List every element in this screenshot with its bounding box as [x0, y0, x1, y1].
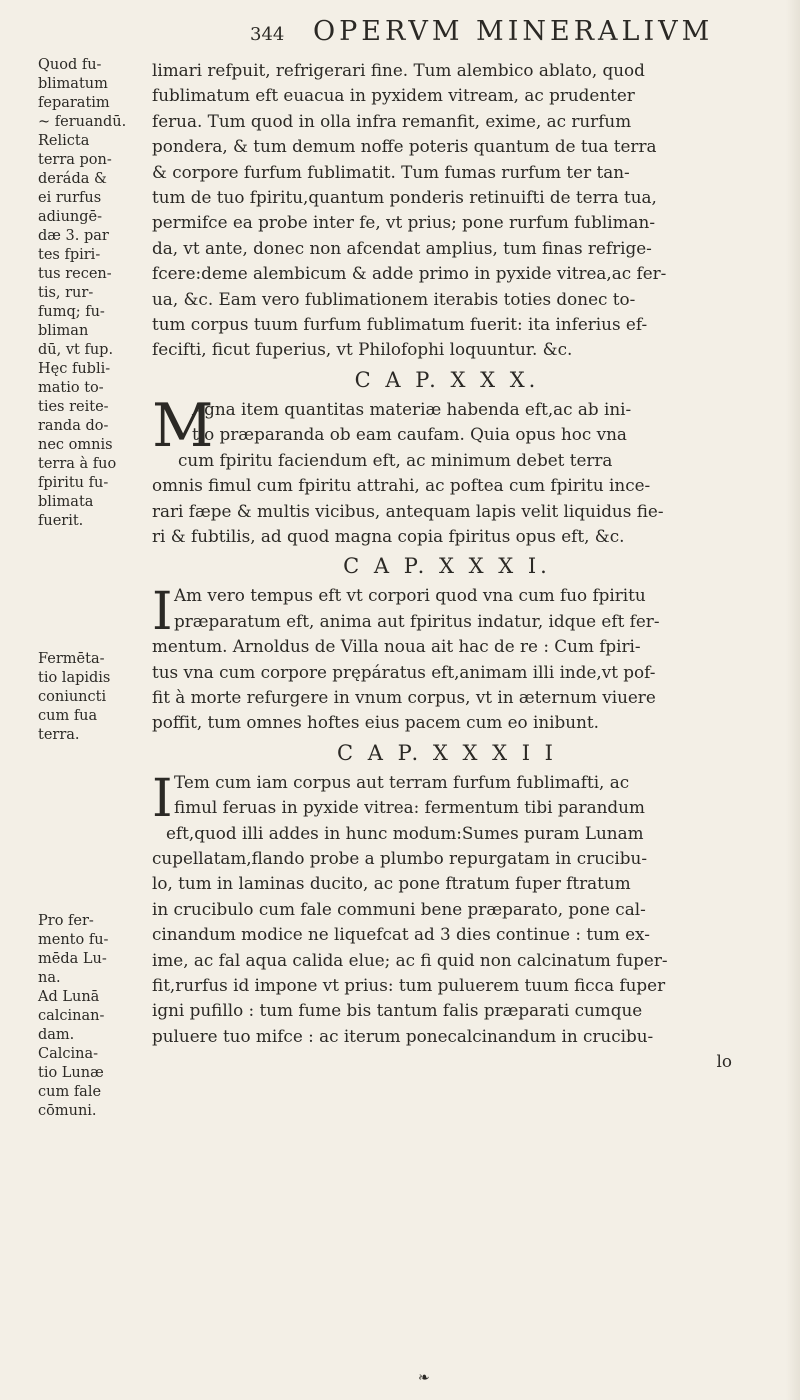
margin-note-line: Relicta	[38, 133, 90, 149]
text-line: fit à morte refurgere in vnum corpus, vt in æternum viuere	[152, 686, 656, 707]
margin-note-line: adiungē-	[38, 209, 103, 225]
margin-note-line: fpiritu fu-	[38, 475, 109, 491]
margin-note-line: tio Lunæ	[38, 1065, 104, 1081]
text-line: fublimatum eft euacua in pyxidem vitream, ac prudenter	[152, 85, 635, 106]
text-line: tum de tuo fpiritu,quantum ponderis retinuifti de terra tua,	[152, 187, 657, 208]
margin-note-line: tus recen-	[38, 266, 112, 282]
margin-note-line: Pro fer-	[38, 913, 94, 929]
text-line: ferua. Tum quod in olla infra remanfit, exime, ac rurfum	[152, 110, 632, 131]
margin-note-line: matio to-	[38, 380, 104, 396]
margin-note-line: fuerit.	[38, 513, 84, 529]
text-line: fecifti, ficut fuperius, vt Philofophi loquuntur. &c.	[152, 339, 573, 360]
margin-note-line: Quod fu-	[38, 57, 102, 73]
chapter-30-body	[152, 390, 742, 549]
margin-note-line: randa do-	[38, 418, 109, 434]
page-edge	[786, 0, 800, 1400]
margin-note-line: dæ 3. par	[38, 228, 109, 244]
text-line: ime, ac fal aqua calida elue; ac fi quid non calcinatum fuper-	[152, 949, 668, 970]
text-line: præparatum eft, anima aut fpiritus indatur, idque eft fer-	[174, 610, 660, 631]
margin-note-line: dam.	[38, 1027, 75, 1043]
running-header	[250, 16, 720, 47]
margin-note-line: cum fua	[38, 708, 98, 724]
margin-note-luna	[38, 912, 146, 1121]
margin-note-line: feparatim	[38, 95, 110, 111]
margin-note-line: terra à fuo	[38, 456, 117, 472]
margin-note-fermentation	[38, 650, 146, 745]
margin-note-line: nec omnis	[38, 437, 113, 453]
text-line: tio præparanda ob eam caufam. Quia opus hoc vna	[192, 424, 627, 445]
text-line: cum fpiritu faciendum eft, ac minimum debet terra	[178, 449, 613, 470]
margin-note-line: coniuncti	[38, 689, 107, 705]
margin-note-line: tis, rur-	[38, 285, 94, 301]
text-line: poffit, tum omnes hoftes eius pacem cum eo inibunt.	[152, 712, 599, 733]
text-line: tum corpus tuum furfum fublimatum fuerit: ita inferius ef-	[152, 314, 648, 335]
text-line: permifce ea probe inter fe, vt prius; pone rurfum fubliman-	[152, 212, 656, 233]
margin-note-line: Hęc fubli-	[38, 361, 111, 377]
text-line: eft,quod illi addes in hunc modum:Sumes puram Lunam	[166, 822, 644, 843]
margin-note-line: mēda Lu-	[38, 951, 107, 967]
chapter-31-body	[152, 583, 742, 735]
margin-note-line: ei rurfus	[38, 190, 102, 206]
text-line: rari fæpe & multis vicibus, antequam lapis velit liquidus fie-	[152, 500, 664, 521]
text-line: cinandum modice ne liquefcat ad 3 dies continue : tum ex-	[152, 924, 650, 945]
margin-note-line: tio lapidis	[38, 670, 111, 686]
margin-note-line: bliman	[38, 323, 89, 339]
margin-note-line: fumq; fu-	[38, 304, 105, 320]
chapter-heading: C A P. X X X I.	[343, 554, 551, 579]
text-line: Agna item quantitas materiæ habenda eft,ac ab ini-	[192, 398, 632, 419]
margin-note-line: blimata	[38, 494, 94, 510]
drop-cap: I	[152, 768, 173, 829]
margin-note-line: tes fpiri-	[38, 247, 101, 263]
drop-cap: I	[152, 582, 173, 643]
text-line: pondera, & tum demum noffe poteris quantum de tua terra	[152, 136, 657, 157]
text-line: omnis fimul cum fpiritu attrahi, ac poftea cum fpiritu ince-	[152, 475, 651, 496]
margin-note-line: ~ feruandū.	[38, 114, 127, 130]
text-line: Tem cum iam corpus aut terram furfum fublimafti, ac	[174, 771, 630, 792]
margin-note-sublimation	[38, 56, 146, 531]
margin-note-line: cōmuni.	[38, 1103, 97, 1119]
text-line: ua, &c. Eam vero fublimationem iterabis toties donec to-	[152, 288, 636, 309]
text-line: tus vna cum corpore prępáratus eft,animam illi inde,vt pof-	[152, 661, 656, 682]
margin-note-line: dū, vt fup.	[38, 342, 114, 358]
text-line: limari refpuit, refrigerari fine. Tum alembico ablato, quod	[152, 60, 645, 80]
margin-note-line: na.	[38, 970, 61, 986]
main-text	[152, 58, 742, 1075]
margin-note-line: Calcina-	[38, 1046, 99, 1062]
margin-note-line: mento fu-	[38, 932, 109, 948]
page-number: 344	[250, 24, 285, 45]
margin-note-line: ties reite-	[38, 399, 109, 415]
margin-note-line: Fermēta-	[38, 651, 105, 667]
margin-note-line: terra.	[38, 727, 80, 743]
text-line: igni pufillo : tum fume bis tantum falis præparati cumque	[152, 1000, 643, 1021]
margin-note-line: deráda &	[38, 171, 107, 187]
text-line: Am vero tempus eft vt corpori quod vna cum fuo fpiritu	[174, 585, 646, 606]
text-line: cupellatam,flando probe a plumbo repurgatam in crucibu-	[152, 847, 648, 868]
text-line: ri & fubtilis, ad quod magna copia fpiritus opus eft, &c.	[152, 525, 625, 546]
margin-note-line: terra pon-	[38, 152, 112, 168]
margin-note-line: Ad Lunā	[38, 989, 100, 1005]
running-title: OPERVM MINERALIVM	[312, 16, 714, 47]
margin-note-line: calcinan-	[38, 1008, 105, 1024]
chapter-heading: C A P. X X X I I	[337, 740, 557, 765]
catchword: lo	[716, 1051, 732, 1072]
text-line: lo, tum in laminas ducito, ac pone ftratum fuper ftratum	[152, 873, 631, 894]
fleuron-icon: ❧	[418, 1370, 430, 1386]
text-line: & corpore furfum fublimatit. Tum fumas rurfum ter tan-	[152, 161, 630, 182]
text-line: fcere:deme alembicum & adde primo in pyxide vitrea,ac fer-	[152, 263, 667, 284]
drop-cap: M	[152, 390, 214, 461]
text-line: puluere tuo mifce : ac iterum ponecalcinandum in crucibu-	[152, 1025, 654, 1046]
text-line: fit,rurfus id impone vt prius: tum puluerem tuum ficca fuper	[152, 975, 666, 995]
text-line: fimul feruas in pyxide vitrea: fermentum tibi parandum	[174, 797, 645, 818]
text-line: in crucibulo cum fale communi bene præparato, pone cal-	[152, 898, 646, 919]
text-line: mentum. Arnoldus de Villa noua ait hac de re : Cum fpiri-	[152, 636, 641, 657]
chapter-32-body	[152, 770, 742, 1075]
intro-paragraph	[152, 58, 742, 363]
margin-note-line: blimatum	[38, 76, 108, 92]
margin-note-line: cum fale	[38, 1084, 102, 1100]
text-line: da, vt ante, donec non afcendat amplius, tum finas refrige-	[152, 237, 652, 258]
chapter-heading: C A P. X X X.	[354, 367, 540, 392]
